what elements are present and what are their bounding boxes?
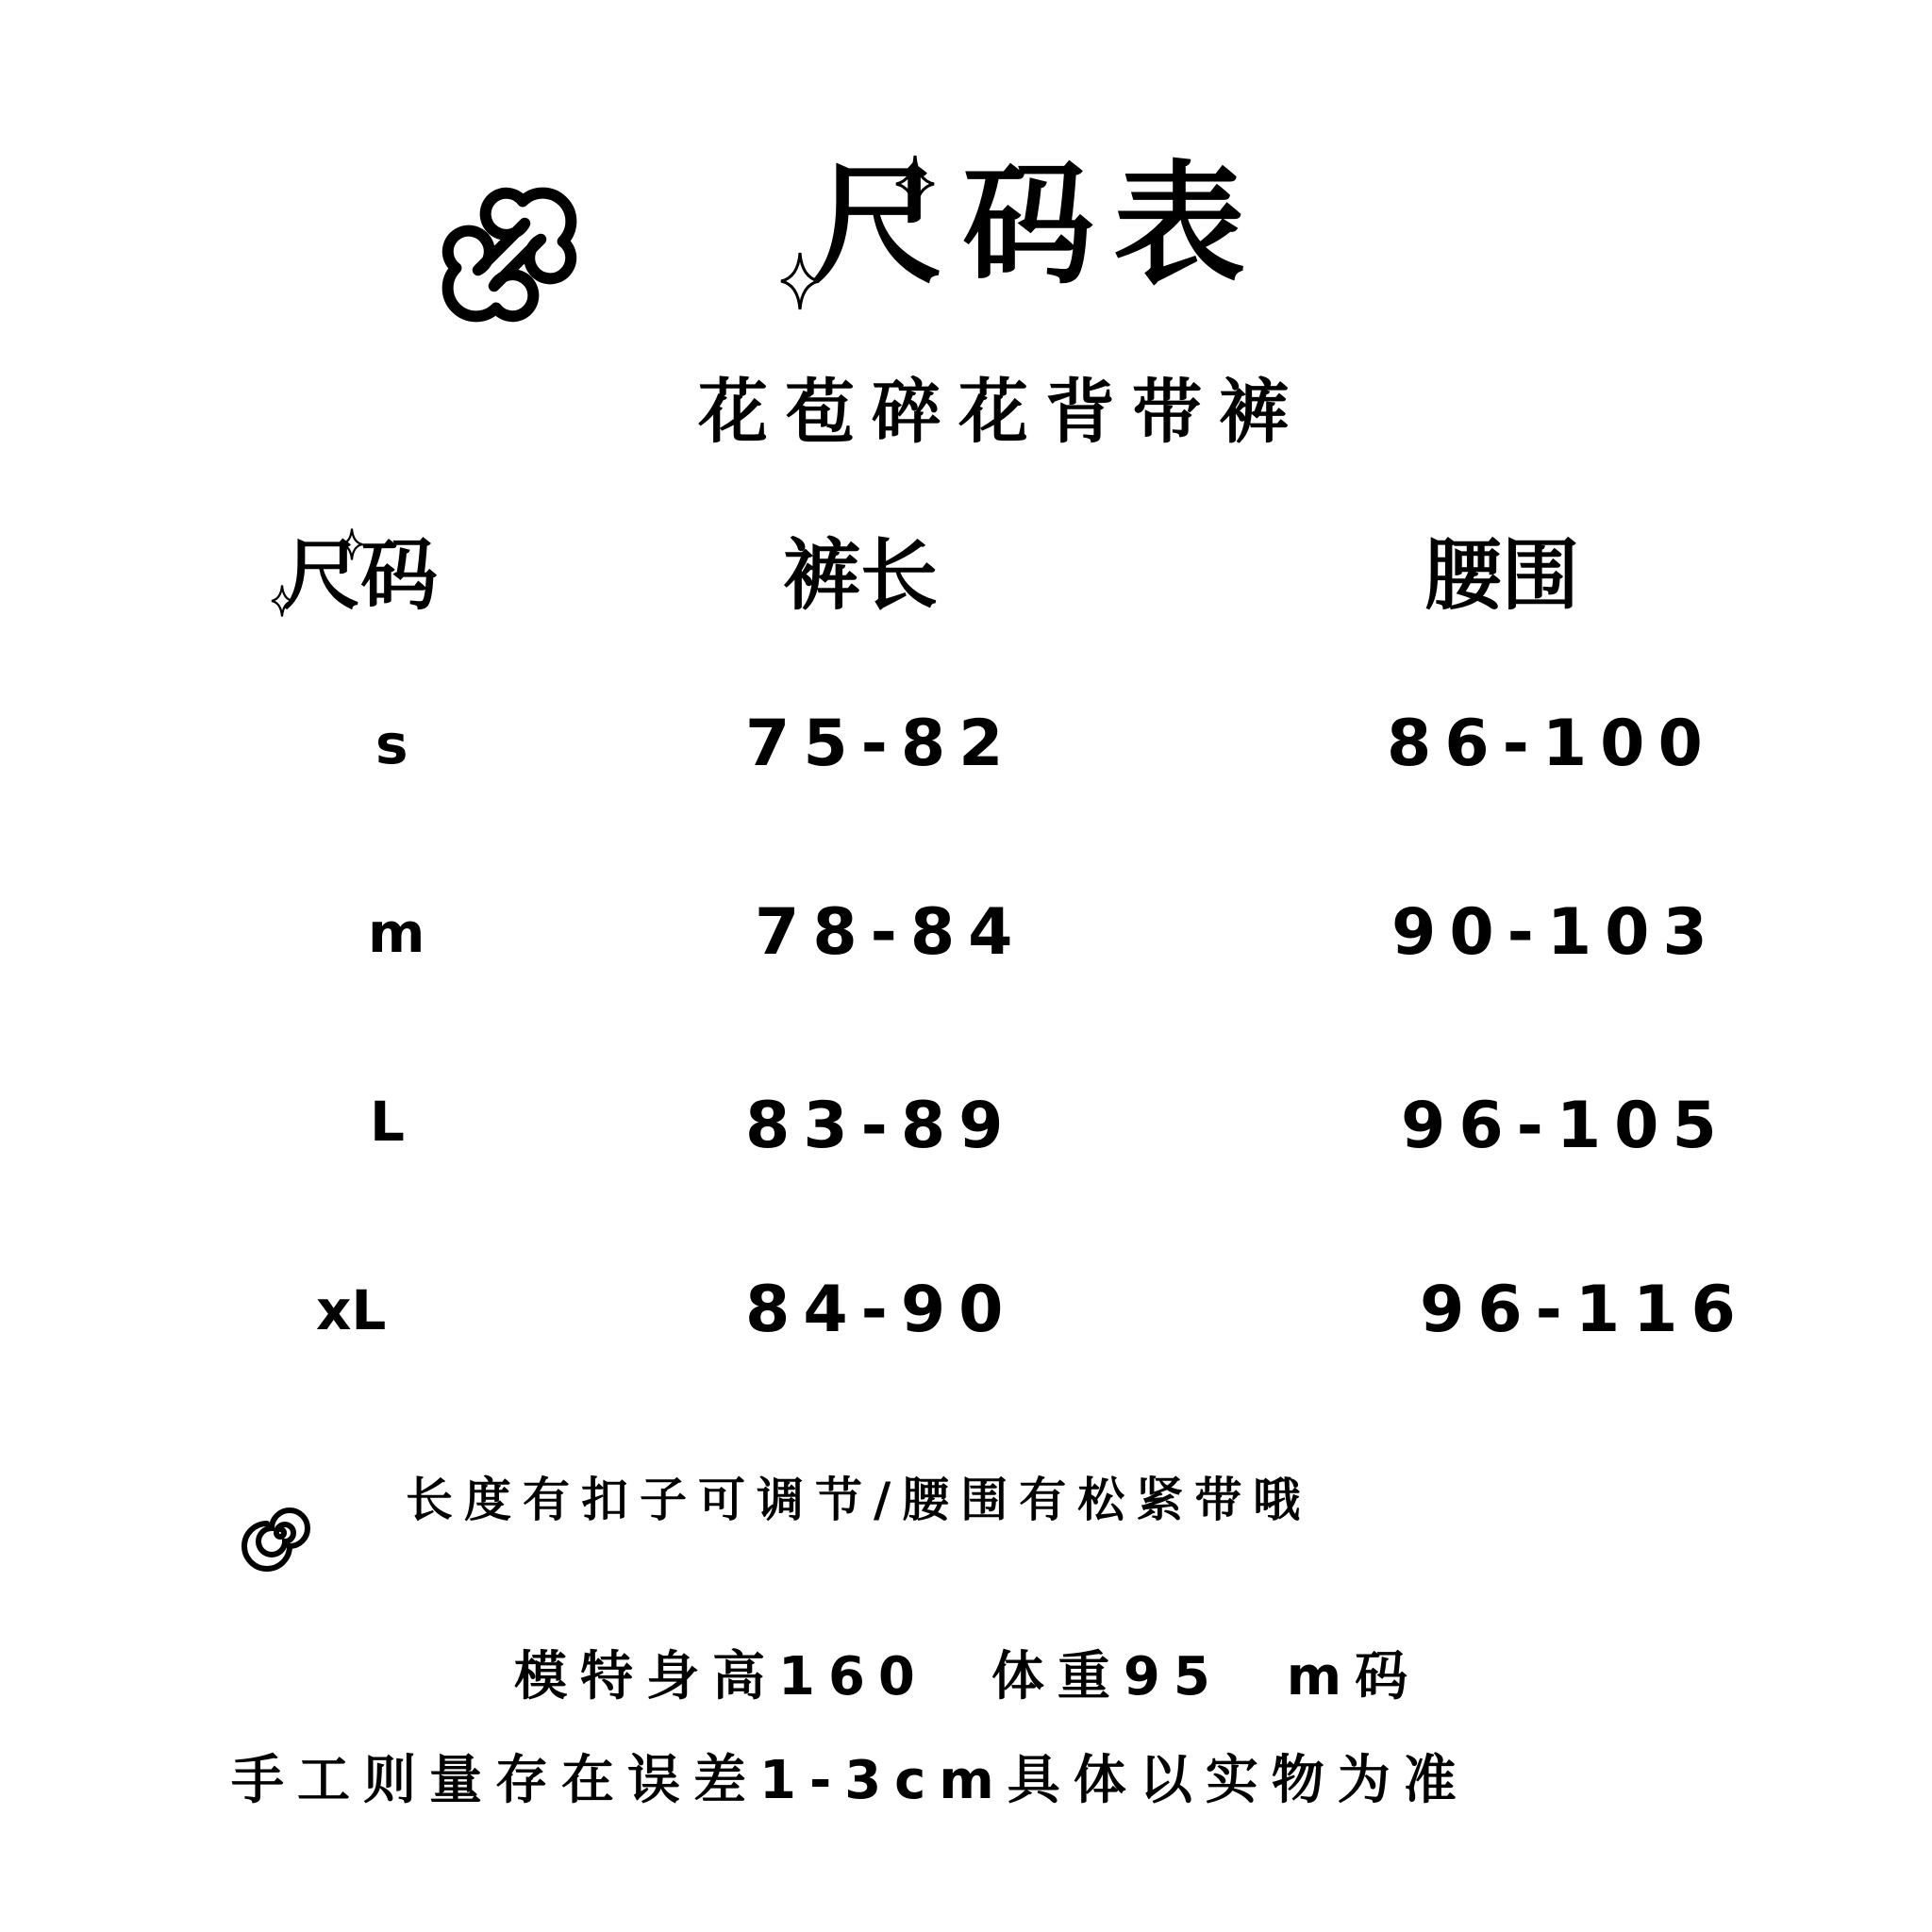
product-subtitle: 花苞碎花背带裤 (698, 372, 1306, 453)
page-title: 尺码表 (811, 149, 1265, 303)
length-cell: 83-89 (745, 1089, 1017, 1163)
header-waist: 腰围 (1424, 531, 1580, 621)
measurement-disclaimer: 手工则量存在误差1-3cm具体以实物为准 (231, 1750, 1470, 1811)
size-cell: xL (316, 1278, 387, 1342)
size-cell: m (368, 901, 425, 965)
model-info: 模特身高160 体重95 m码 (514, 1646, 1422, 1707)
waist-cell: 96-105 (1401, 1089, 1730, 1163)
waist-cell: 86-100 (1387, 707, 1716, 781)
spiral-icon (247, 1500, 313, 1566)
length-cell: 84-90 (745, 1273, 1017, 1347)
waist-cell: 96-116 (1420, 1273, 1749, 1347)
size-cell: s (375, 712, 408, 776)
bone-icon (425, 160, 594, 349)
adjustment-note: 长度有扣子可调节/腰围有松紧带哦 (406, 1473, 1312, 1527)
length-cell: 78-84 (755, 895, 1026, 970)
header-size: 尺码 (283, 531, 439, 621)
header-length: 裤长 (783, 531, 939, 621)
size-cell: L (370, 1090, 405, 1154)
length-cell: 75-82 (745, 707, 1017, 781)
waist-cell: 90-103 (1391, 895, 1721, 970)
